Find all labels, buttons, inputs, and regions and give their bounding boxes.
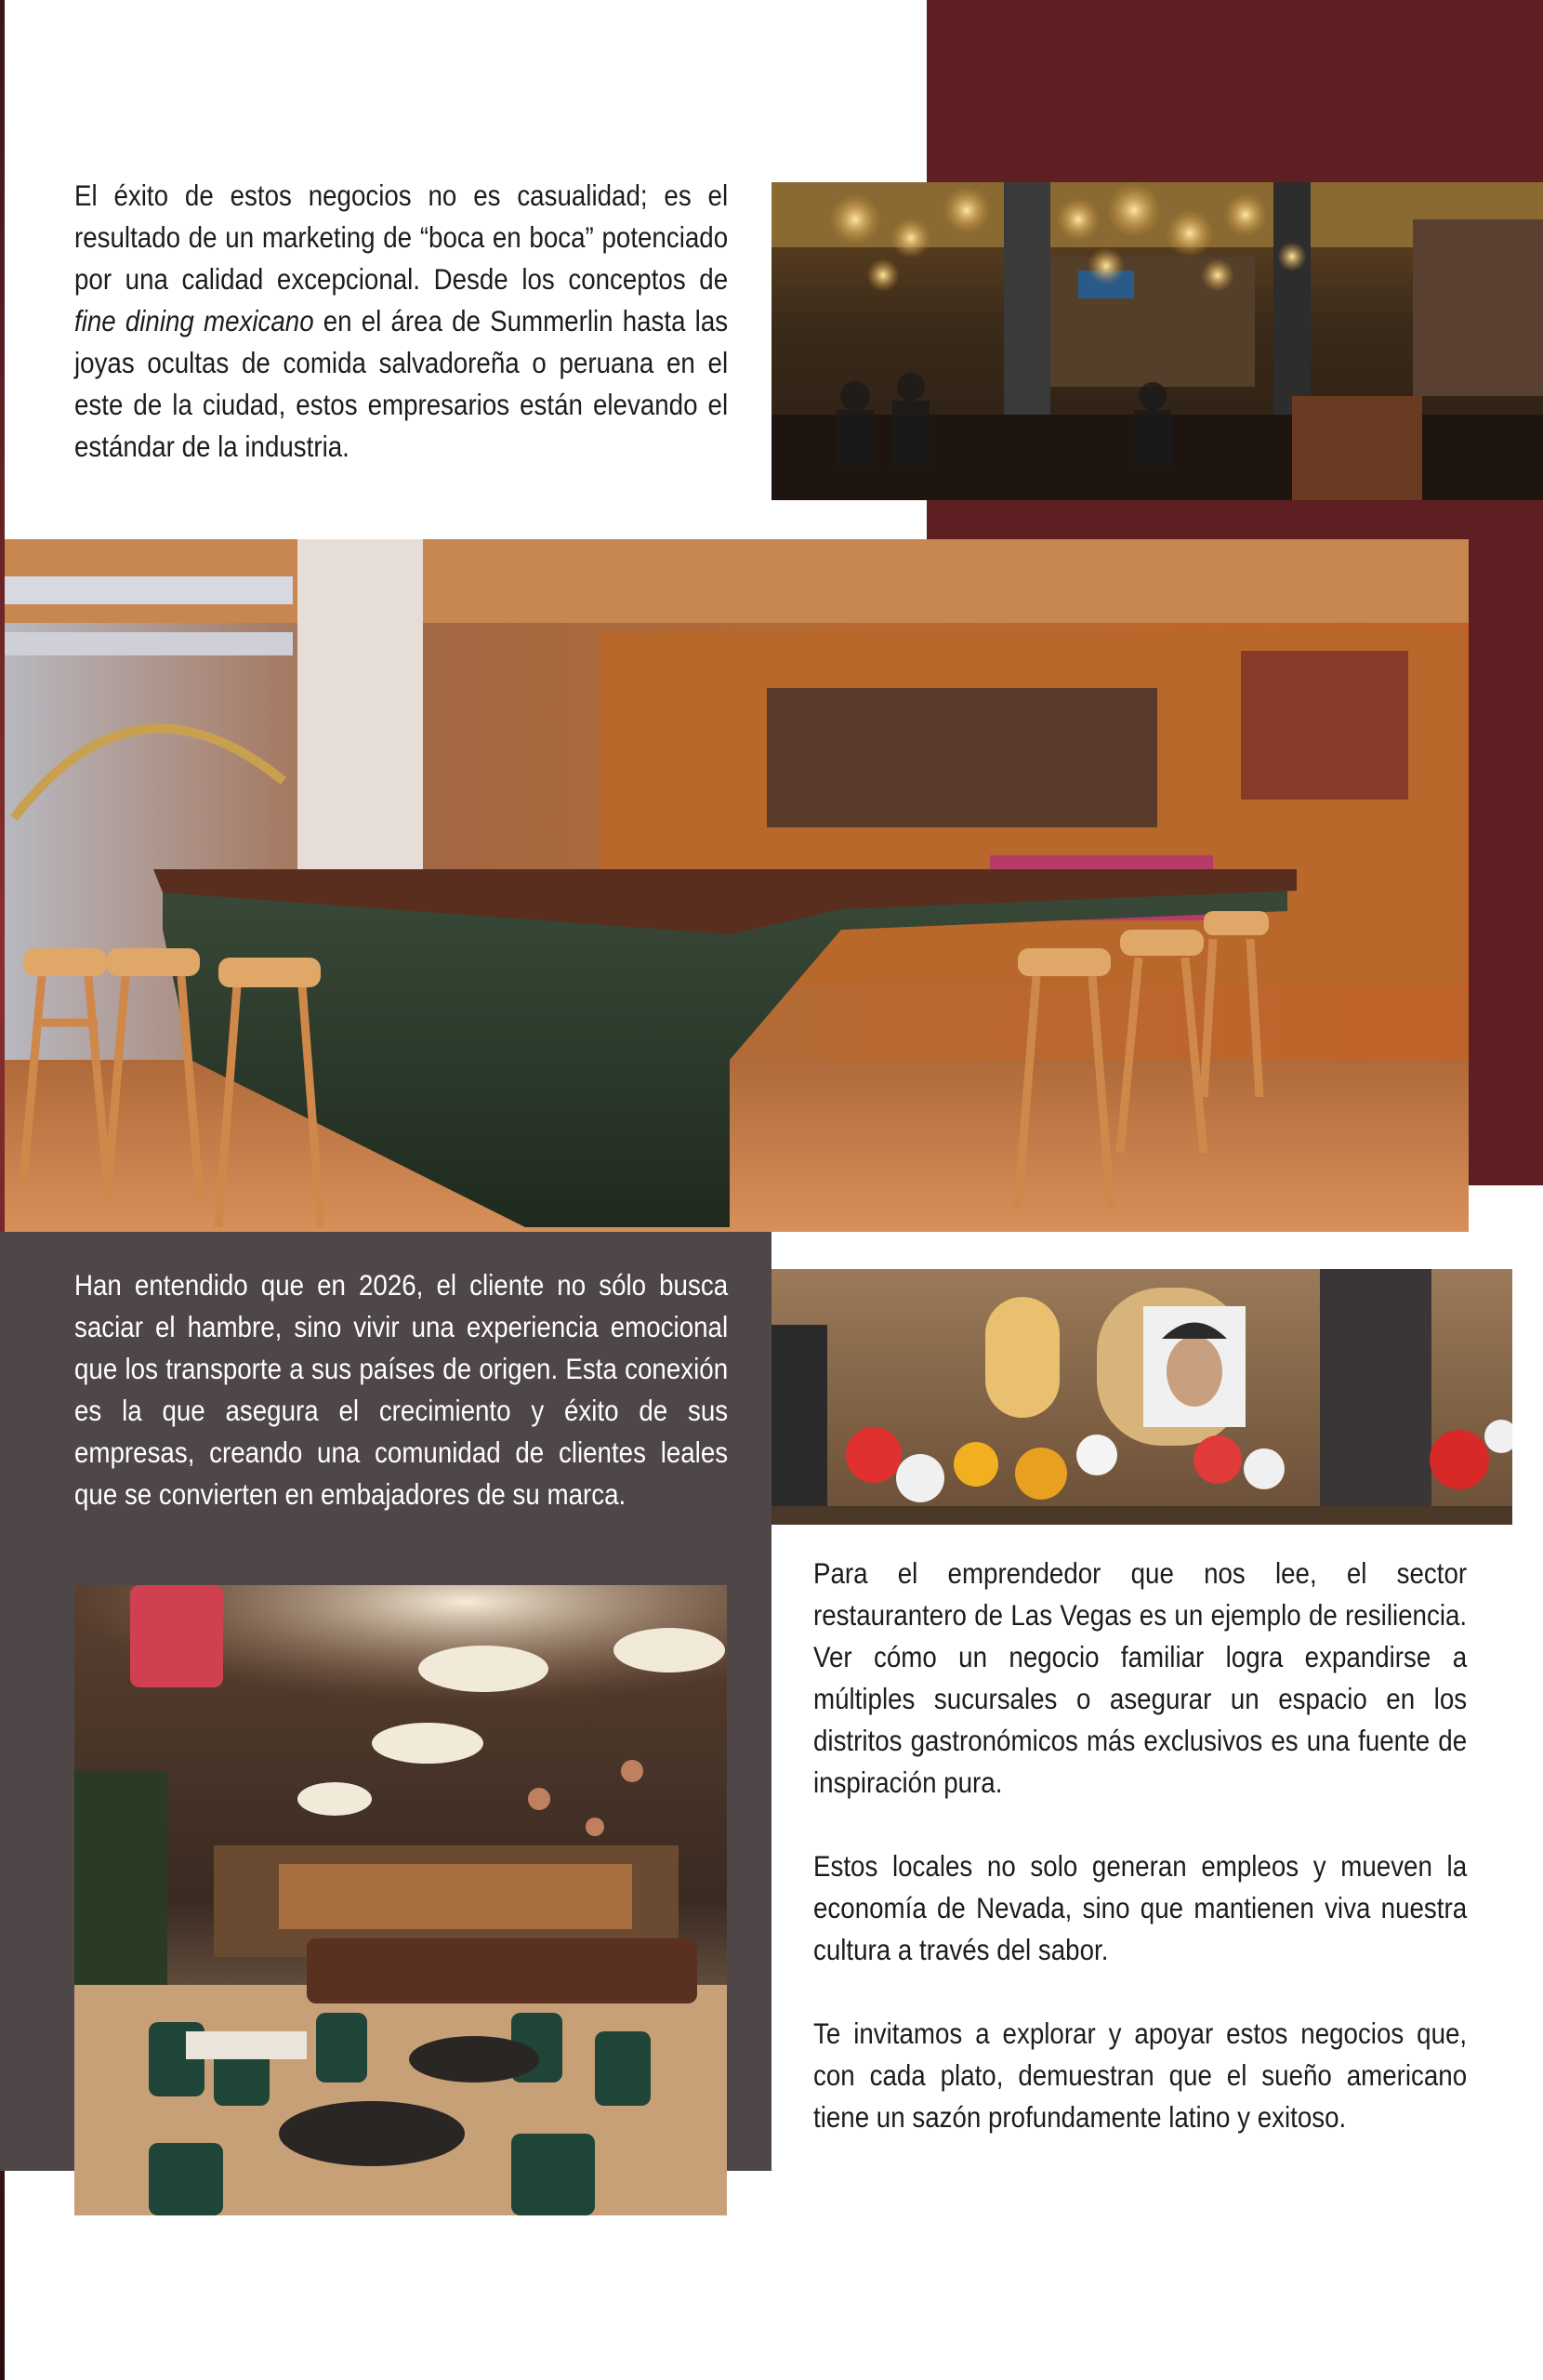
intro-text-end: en el área de Summerlin hasta las joyas ocultas de comida salvadoreña o peruana en el este de la ciudad, estos empresarios están elevando el estándar de la industria.: [74, 304, 729, 463]
paragraph-resilience: Para el emprendedor que nos lee, el sector restaurantero de Las Vegas es un ejemplo de resiliencia. Ver cómo un negocio familiar logra expandirse a múltiples sucursales o asegurar un espacio en los distritos gastronómicos más exclusivos es una fuente de inspiración pura.: [813, 1556, 1468, 1799]
bar-counter-stools-photo: [5, 539, 1469, 1232]
paragraph-intro: [74, 175, 728, 468]
intro-text-start: El éxito de estos negocios no es casualidad; es el resultado de un marketing de “boca en boca” potenciado por una calidad excepcional. Desde los conceptos de: [74, 178, 729, 296]
experience-text: Han entendido que en 2026, el cliente no sólo busca saciar el hambre, sino vivir una experiencia emocional que los transporte a sus países de origen. Esta conexión es la que asegura el crecimiento y éxito de sus empresas, creando una comunidad de clientes leales que se convierten en embajadores de su marca.: [74, 1268, 729, 1511]
frida-portrait-flowers-photo: [772, 1269, 1512, 1525]
paragraph-experience: [74, 1264, 728, 1515]
bar-globe-lights-photo: [772, 182, 1543, 500]
paragraph-group-closing: [813, 1553, 1467, 2138]
dining-room-pendant-lamps-photo: [74, 1585, 727, 2215]
intro-emphasis: fine dining mexicano: [74, 304, 314, 337]
paragraph-economy: Estos locales no solo generan empleos y mueven la economía de Nevada, sino que mantienen viva nuestra cultura a través del sabor.: [813, 1849, 1468, 1966]
paragraph-invitation: Te invitamos a explorar y apoyar estos negocios que, con cada plato, demuestran que el sueño americano tiene un sazón profundamente latino y exitoso.: [813, 2016, 1468, 2134]
